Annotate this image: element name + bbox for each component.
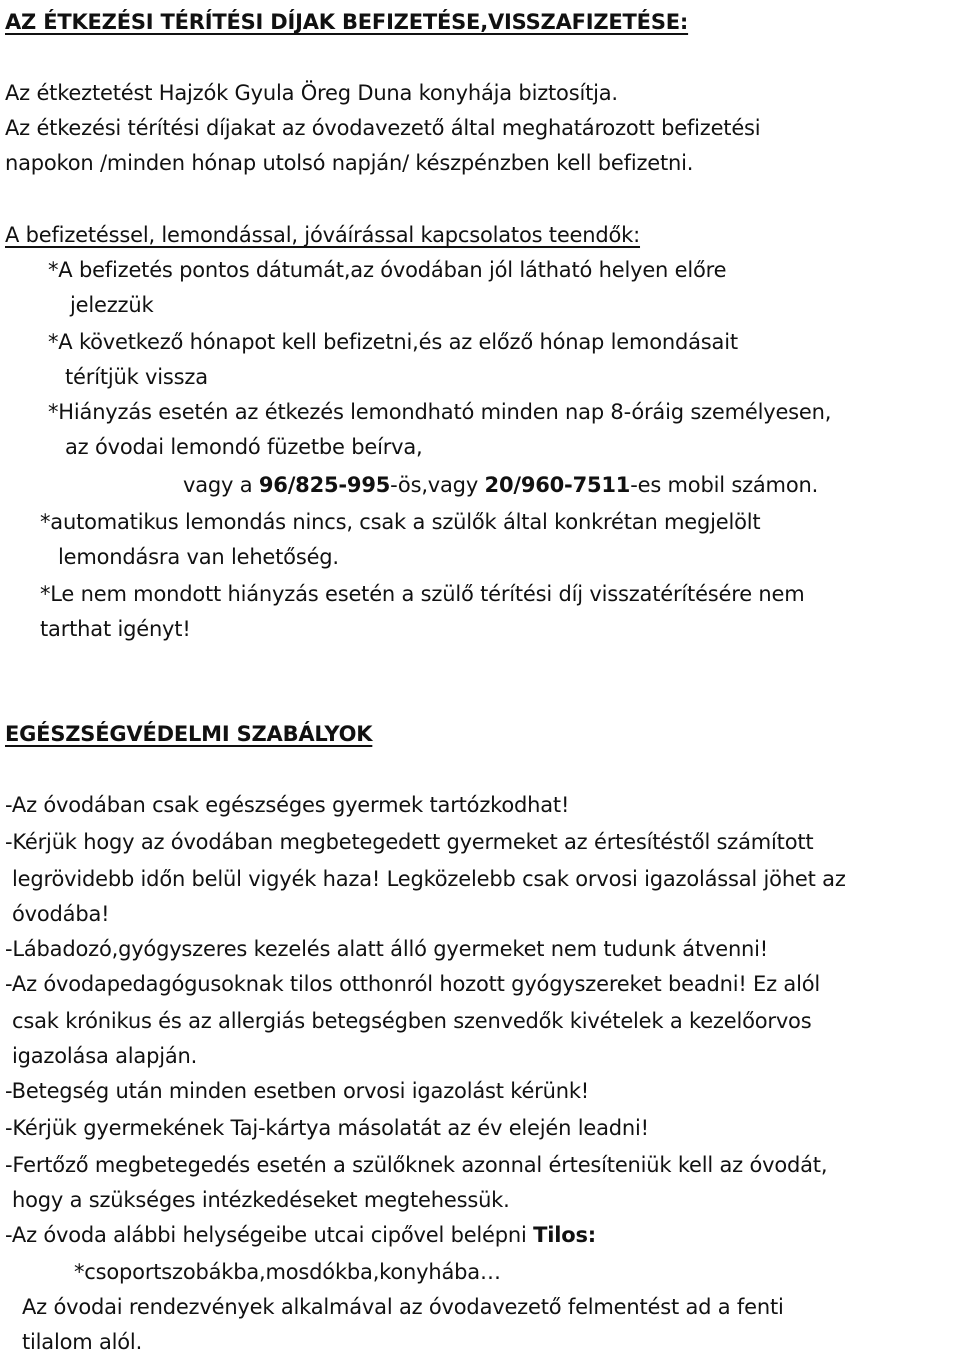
- intro-line-3: napokon /minden hónap utolsó napján/ készpénzben kell befizetni.: [5, 151, 694, 175]
- list-item: óvodába!: [12, 902, 110, 926]
- list-item: tarthat igényt!: [40, 617, 191, 641]
- entry-rule-text: -Az óvoda alábbi helységeibe utcai cipővel belépni: [5, 1223, 534, 1247]
- list-item: -Betegség után minden esetben orvosi igazolást kérünk!: [5, 1079, 590, 1103]
- list-item: -Kérjük hogy az óvodában megbetegedett gyermeket az értesítéstől számított: [5, 830, 814, 854]
- list-item: igazolása alapján.: [12, 1044, 198, 1068]
- list-item: *automatikus lemondás nincs, csak a szülők által konkrétan megjelölt: [40, 510, 761, 534]
- list-item: -Az óvodában csak egészséges gyermek tartózkodhat!: [5, 793, 570, 817]
- list-item: *Le nem mondott hiányzás esetén a szülő térítési díj visszatérítésére nem: [40, 582, 805, 606]
- intro-line-2: Az étkezési térítési díjakat az óvodavezető által meghatározott befizetési: [5, 116, 761, 140]
- subheading-payment-tasks: A befizetéssel, lemondással, jóváírással kapcsolatos teendők:: [5, 223, 641, 247]
- rooms-list: *csoportszobákba,mosdókba,konyhába…: [74, 1260, 501, 1284]
- phone-suffix: -es mobil számon.: [630, 473, 819, 497]
- list-item: legrövidebb időn belül vigyék haza! Legközelebb csak orvosi igazolással jöhet az: [12, 867, 846, 891]
- section-heading-fees: AZ ÉTKEZÉSI TÉRÍTÉSI DÍJAK BEFIZETÉSE,VISSZAFIZETÉSE:: [5, 10, 689, 34]
- phone-line: [183, 468, 818, 503]
- list-item: -Lábadozó,gyógyszeres kezelés alatt álló gyermeket nem tudunk átvenni!: [5, 937, 769, 961]
- phone-middle: -ös,vagy: [390, 473, 485, 497]
- closing-line-2: tilalom alól.: [22, 1330, 143, 1354]
- phone-number-landline: 96/825-995: [258, 473, 391, 497]
- list-item: *A befizetés pontos dátumát,az óvodában jól látható helyen előre: [48, 258, 727, 282]
- list-item: -Az óvodapedagógusoknak tilos otthonról hozott gyógyszereket beadni! Ez alól: [5, 972, 821, 996]
- list-item: lemondásra van lehetőség.: [58, 545, 339, 569]
- list-item: *A következő hónapot kell befizetni,és az előző hónap lemondásait: [48, 330, 738, 354]
- phone-prefix: vagy a: [183, 473, 259, 497]
- list-item: *Hiányzás esetén az étkezés lemondható minden nap 8-óráig személyesen,: [48, 400, 832, 424]
- intro-line-1: Az étkeztetést Hajzók Gyula Öreg Duna konyhája biztosítja.: [5, 81, 618, 105]
- list-item: térítjük vissza: [65, 365, 208, 389]
- list-item: jelezzük: [70, 293, 154, 317]
- list-item: -Fertőző megbetegedés esetén a szülőknek azonnal értesíteniük kell az óvodát,: [5, 1153, 828, 1177]
- section-heading-health-rules: EGÉSZSÉGVÉDELMI SZABÁLYOK: [5, 722, 373, 746]
- list-item: csak krónikus és az allergiás betegségben szenvedők kivételek a kezelőorvos: [12, 1009, 812, 1033]
- list-item: hogy a szükséges intézkedéseket megtehessük.: [12, 1188, 510, 1212]
- entry-rule-forbidden: Tilos:: [533, 1223, 596, 1247]
- closing-line-1: Az óvodai rendezvények alkalmával az óvodavezető felmentést ad a fenti: [22, 1295, 784, 1319]
- list-item: az óvodai lemondó füzetbe beírva,: [65, 435, 423, 459]
- entry-rule-line: [5, 1218, 596, 1253]
- phone-number-mobile: 20/960-7511: [484, 473, 631, 497]
- list-item: -Kérjük gyermekének Taj-kártya másolatát az év elején leadni!: [5, 1116, 649, 1140]
